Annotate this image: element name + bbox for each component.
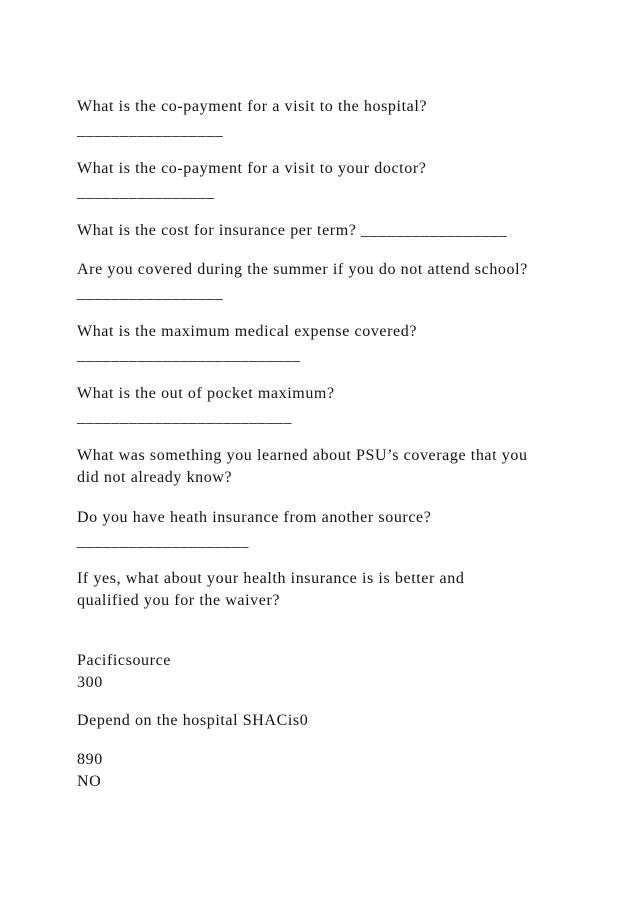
answer-hospital-dependent: Depend on the hospital SHACis0 [77,712,309,729]
answer-blank-max-expense: __________________________ [77,347,301,364]
question-insurance-cost: What is the cost for insurance per term? _________________ [77,222,508,239]
question-waiver-cont: qualified you for the waiver? [77,592,281,609]
answer-blank-doctor-copay: ________________ [77,184,215,201]
question-max-expense: What is the maximum medical expense covered? [77,323,418,340]
question-learned-coverage: What was something you learned about PSU’s coverage that you [77,447,528,464]
answer-blank-other-insurance: ____________________ [77,533,249,550]
answer-blank-out-of-pocket: _________________________ [77,409,292,426]
answer-blank-summer-coverage: _________________ [77,285,224,302]
question-out-of-pocket: What is the out of pocket maximum? [77,385,335,402]
answer-blank-hospital-copay: _________________ [77,122,224,139]
question-hospital-copay: What is the co-payment for a visit to the hospital? [77,98,428,115]
question-summer-coverage: Are you covered during the summer if you do not attend school? [77,261,528,278]
question-learned-coverage-cont: did not already know? [77,469,233,486]
answer-provider: Pacificsource [77,652,171,669]
question-other-insurance: Do you have heath insurance from another source? [77,509,432,526]
question-doctor-copay: What is the co-payment for a visit to your doctor? [77,160,427,177]
answer-amount-890: 890 [77,751,103,768]
answer-no: NO [77,773,102,790]
answer-amount-300: 300 [77,674,103,691]
question-waiver: If yes, what about your health insurance is is better and [77,570,465,587]
